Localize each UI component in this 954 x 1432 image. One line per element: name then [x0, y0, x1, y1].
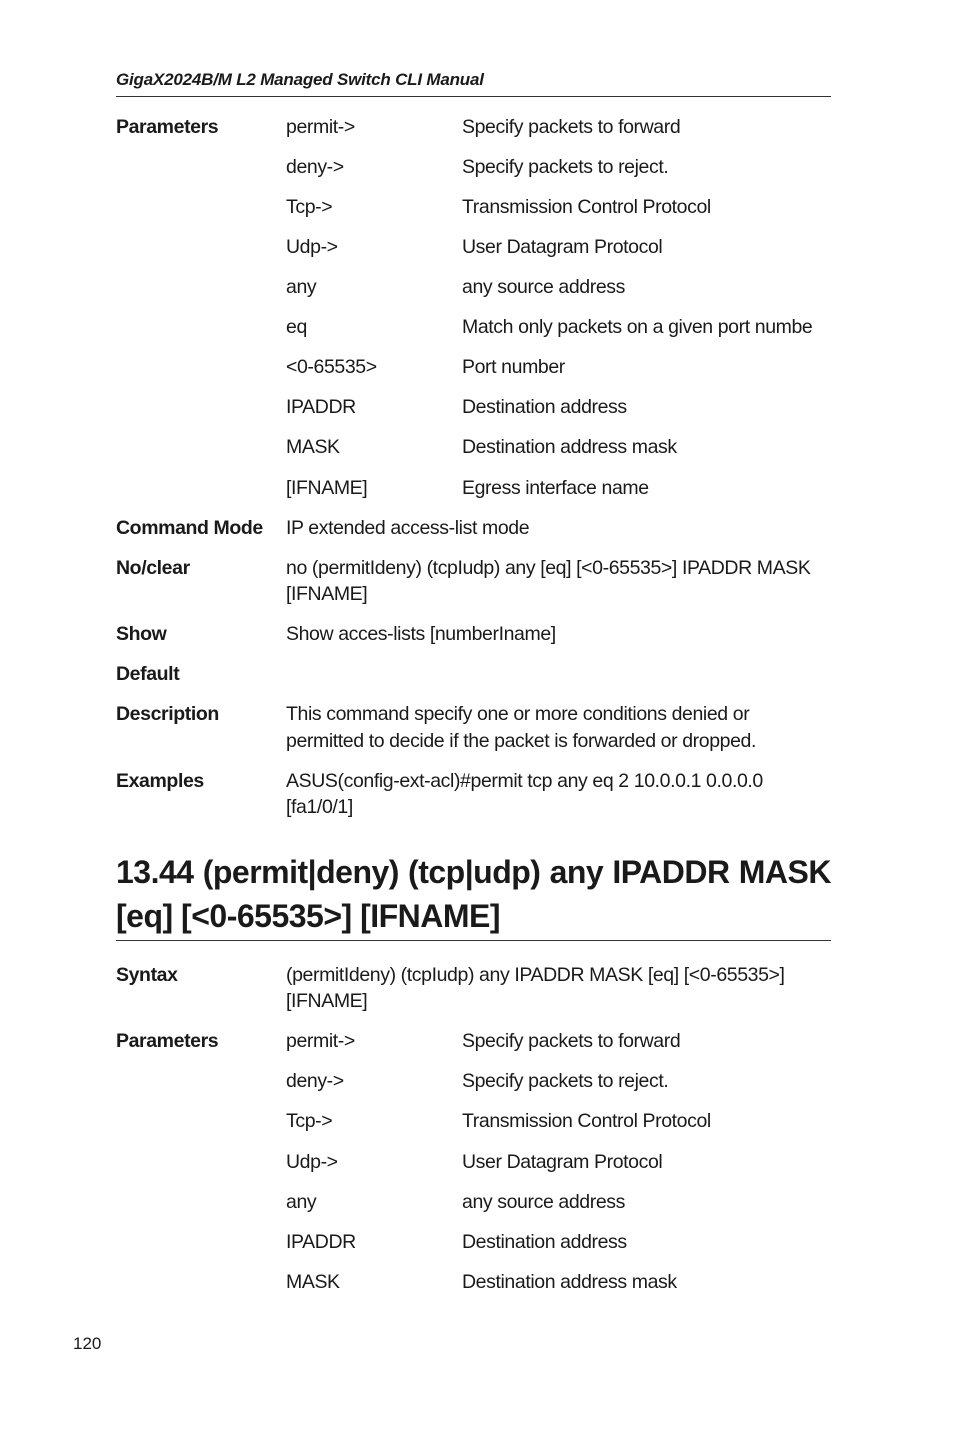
parameter-description: Destination address mask — [462, 1271, 677, 1293]
section-heading — [116, 850, 831, 941]
parameter-name: eq — [286, 316, 307, 338]
parameter-name: permit-> — [286, 1030, 355, 1052]
show-label: Show — [116, 623, 167, 645]
parameters-label: Parameters — [116, 116, 219, 138]
parameter-description: Match only packets on a given port numbe — [462, 316, 813, 338]
default-label: Default — [116, 663, 180, 685]
examples-value-line2: [fa1/0/1] — [286, 796, 353, 818]
parameter-name: MASK — [286, 436, 340, 458]
syntax-label: Syntax — [116, 964, 178, 986]
parameter-description: Destination address — [462, 1231, 627, 1253]
parameter-description: any source address — [462, 1191, 625, 1213]
parameter-description: User Datagram Protocol — [462, 236, 663, 258]
command-mode-label: Command Mode — [116, 517, 263, 539]
running-header — [116, 70, 831, 97]
parameter-description: any source address — [462, 276, 625, 298]
heading-word: (permit|deny) — [202, 854, 399, 890]
heading-word: any — [549, 854, 604, 890]
heading-word: MASK — [738, 854, 831, 890]
parameter-name: IPADDR — [286, 1231, 356, 1253]
parameter-name: MASK — [286, 1271, 340, 1293]
examples-value-line1: ASUS(config-ext-acl)#permit tcp any eq 2 10.0.0.1 0.0.0.0 — [286, 770, 763, 792]
parameter-name: permit-> — [286, 116, 355, 138]
parameter-description: Specify packets to reject. — [462, 156, 669, 178]
parameter-name: IPADDR — [286, 396, 356, 418]
noclear-label: No/clear — [116, 557, 190, 579]
parameter-description: Destination address — [462, 396, 627, 418]
parameter-name: Tcp-> — [286, 196, 333, 218]
parameter-description: Transmission Control Protocol — [462, 1110, 711, 1132]
parameter-name: deny-> — [286, 1070, 344, 1092]
description-value-line2: permitted to decide if the packet is forwarded or dropped. — [286, 730, 756, 752]
parameter-description: Port number — [462, 356, 565, 378]
heading-line-1 — [116, 850, 831, 894]
parameter-name: any — [286, 276, 317, 298]
parameter-name: Udp-> — [286, 236, 338, 258]
manual-title: GigaX2024B/M L2 Managed Switch CLI Manual — [116, 70, 484, 89]
noclear-value-line2: [IFNAME] — [286, 583, 368, 605]
examples-label: Examples — [116, 770, 204, 792]
heading-word: 13.44 — [116, 854, 194, 890]
heading-word: IPADDR — [612, 854, 730, 890]
parameter-description: Destination address mask — [462, 436, 677, 458]
parameter-name: [IFNAME] — [286, 477, 368, 499]
description-value-line1: This command specify one or more conditions denied or — [286, 703, 750, 725]
parameter-description: Specify packets to forward — [462, 1030, 681, 1052]
syntax-value-line2: [IFNAME] — [286, 990, 368, 1012]
page-number: 120 — [73, 1334, 102, 1353]
parameter-description: Egress interface name — [462, 477, 649, 499]
parameters-label: Parameters — [116, 1030, 219, 1052]
description-label: Description — [116, 703, 219, 725]
parameter-name: Udp-> — [286, 1151, 338, 1173]
parameter-name: <0-65535> — [286, 356, 377, 378]
syntax-value-line1: (permitIdeny) (tcpIudp) any IPADDR MASK [eq] [<0-65535>] — [286, 964, 785, 986]
noclear-value-line1: no (permitIdeny) (tcpIudp) any [eq] [<0-65535>] IPADDR MASK — [286, 557, 811, 579]
heading-line-2: [eq] [<0-65535>] [IFNAME] — [116, 898, 501, 934]
parameter-description: Specify packets to forward — [462, 116, 681, 138]
parameter-description: Transmission Control Protocol — [462, 196, 711, 218]
parameter-name: any — [286, 1191, 317, 1213]
command-mode-value: IP extended access-list mode — [286, 517, 530, 539]
parameter-description: Specify packets to reject. — [462, 1070, 669, 1092]
parameter-description: User Datagram Protocol — [462, 1151, 663, 1173]
heading-word: (tcp|udp) — [408, 854, 541, 890]
show-value: Show acces-lists [numberIname] — [286, 623, 556, 645]
parameter-name: deny-> — [286, 156, 344, 178]
parameter-name: Tcp-> — [286, 1110, 333, 1132]
